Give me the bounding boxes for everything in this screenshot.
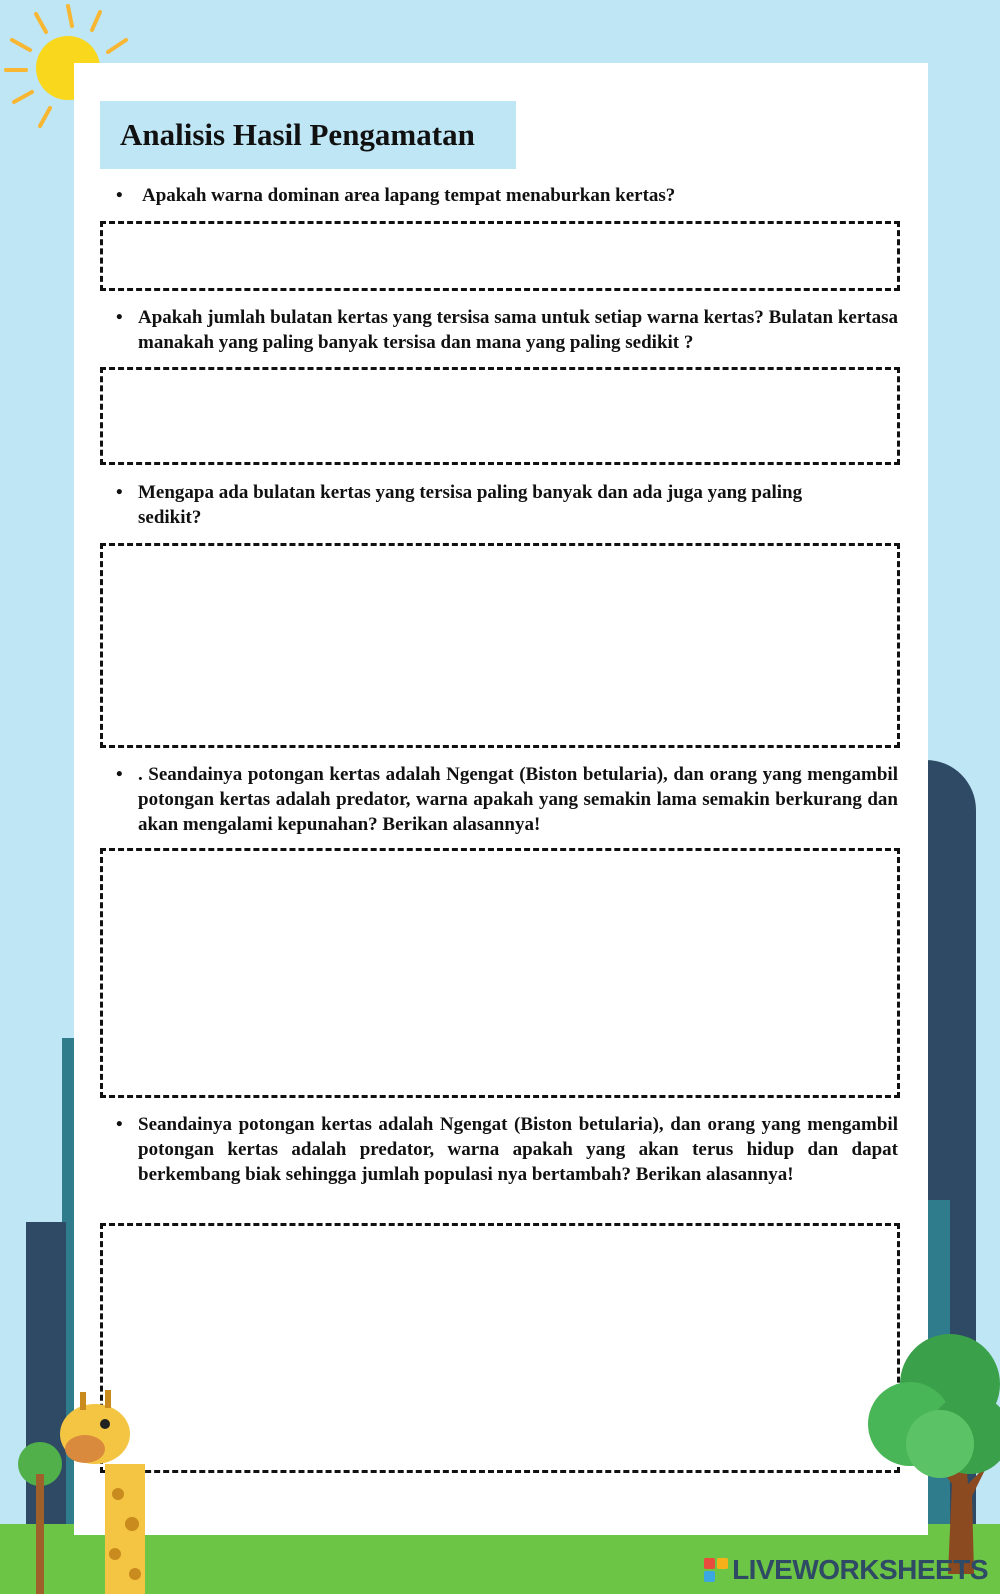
worksheet-sheet xyxy=(74,63,928,1535)
question-4-text: . Seandainya potongan kertas adalah Ngengat (Biston betularia), dan orang yang mengambil potongan kertas adalah predator, warna apakah yang semakin lama semakin berkurang dan akan mengalami kepunahan? Berikan alasannya! xyxy=(138,764,898,835)
bullet: • xyxy=(116,307,123,328)
question-5-text: Seandainya potongan kertas adalah Ngengat (Biston betularia), dan orang yang mengambil potongan kertas adalah predator, warna apakah yang akan terus hidup dan dapat berkembang biak sehingga jumlah populasi nya bertambah? Berikan alasannya! xyxy=(138,1114,898,1185)
question-3 xyxy=(116,480,856,530)
page-title: Analisis Hasil Pengamatan xyxy=(120,117,475,152)
logo-mark-icon xyxy=(704,1558,728,1582)
question-1-text: Apakah warna dominan area lapang tempat menaburkan kertas? xyxy=(142,185,676,206)
question-2 xyxy=(116,305,898,355)
title-banner xyxy=(100,101,516,169)
bullet: • xyxy=(116,764,123,785)
bullet: • xyxy=(116,1114,123,1135)
answer-box-2[interactable] xyxy=(100,367,900,465)
question-2-text: Apakah jumlah bulatan kertas yang tersisa sama untuk setiap warna kertas? Bulatan kertasa manakah yang paling banyak tersisa dan mana yang paling sedikit ? xyxy=(138,307,898,353)
logo-text: LIVEWORKSHEETS xyxy=(732,1554,988,1585)
question-1 xyxy=(116,183,898,208)
giraffe-icon xyxy=(10,1384,180,1594)
question-3-text: Mengapa ada bulatan kertas yang tersisa paling banyak dan ada juga yang paling sedikit? xyxy=(138,482,803,528)
tree-icon xyxy=(860,1314,1000,1574)
question-5 xyxy=(116,1112,898,1187)
question-4 xyxy=(116,762,898,837)
answer-box-3[interactable] xyxy=(100,543,900,748)
answer-box-1[interactable] xyxy=(100,221,900,291)
bullet: • xyxy=(116,482,123,503)
answer-box-5[interactable] xyxy=(100,1223,900,1473)
bullet: • xyxy=(116,185,123,206)
answer-box-4[interactable] xyxy=(100,848,900,1098)
liveworksheets-logo xyxy=(704,1552,988,1588)
